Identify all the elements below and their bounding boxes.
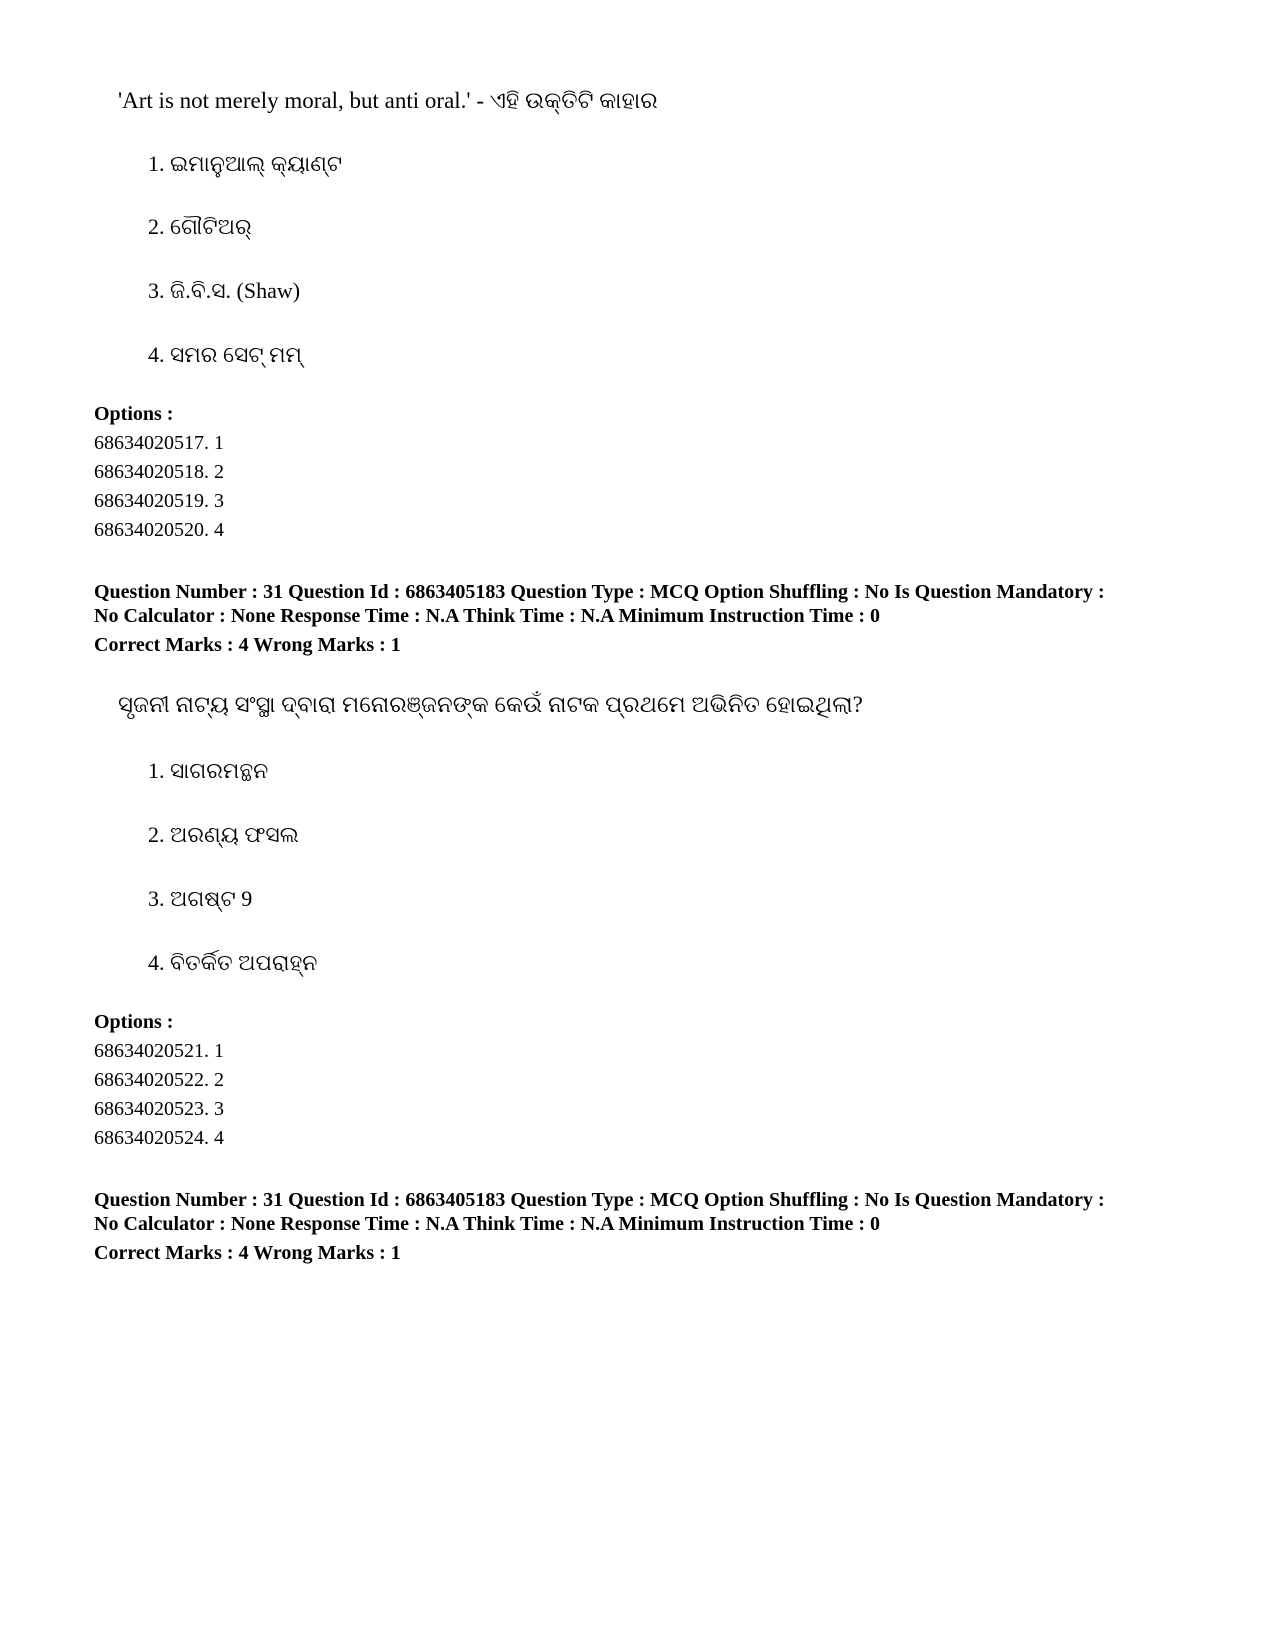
question-meta-line: No Calculator : None Response Time : N.A Think Time : N.A Minimum Instruction Time : 0 xyxy=(94,1213,880,1235)
question-meta-line: Question Number : 31 Question Id : 6863405183 Question Type : MCQ Option Shuffling : No Is Question Mandatory : xyxy=(94,581,1105,603)
options-list xyxy=(94,400,224,545)
answer-choice-1: 1. ଇମାନୁଆଲ୍ କ୍ୟାଣ୍ଟ xyxy=(148,151,343,176)
question-stem: ସୃଜନୀ ନାଟ୍ୟ ସଂସ୍ଥା ଦ୍ବାରା ମନୋରଞ୍ଜନଙ୍କ କେଉଁ ନାଟକ ପ୍ରଥମେ ଅଭିନିତ ହୋଇଥିଲା? xyxy=(118,692,863,717)
question-meta-line: Question Number : 31 Question Id : 6863405183 Question Type : MCQ Option Shuffling : No Is Question Mandatory : xyxy=(94,1189,1105,1211)
option-id: 68634020522. 2 xyxy=(94,1069,224,1091)
option-id: 68634020517. 1 xyxy=(94,432,224,454)
options-heading: Options : xyxy=(94,403,174,425)
option-id: 68634020518. 2 xyxy=(94,461,224,483)
answer-choice-2: 2. ଅରଣ୍ୟ ଫସଲ xyxy=(148,822,299,847)
question-meta-line: No Calculator : None Response Time : N.A Think Time : N.A Minimum Instruction Time : 0 xyxy=(94,605,880,627)
option-id: 68634020521. 1 xyxy=(94,1040,224,1062)
answer-choice-3: 3. ଜି.ବି.ସ. (Shaw) xyxy=(148,278,301,303)
answer-choice-4: 4. ସମର ସେଟ୍ ମମ୍ xyxy=(148,342,303,367)
answer-choice-4: 4. ବିତର୍କିତ ଅପରାହ୍ନ xyxy=(148,950,318,975)
answer-choice-2: 2. ଗୌଟିଅର୍ xyxy=(148,214,252,239)
answer-choice-3: 3. ଅଗଷ୍ଟ 9 xyxy=(148,886,253,911)
option-id: 68634020524. 4 xyxy=(94,1127,224,1149)
option-id: 68634020523. 3 xyxy=(94,1098,224,1120)
question-metadata xyxy=(94,1188,1224,1265)
question-marks: Correct Marks : 4 Wrong Marks : 1 xyxy=(94,634,401,656)
options-heading: Options : xyxy=(94,1011,174,1033)
answer-choice-1: 1. ସାଗରମନ୍ଥନ xyxy=(148,758,269,783)
options-list xyxy=(94,1008,224,1153)
question-metadata xyxy=(94,580,1224,657)
question-marks: Correct Marks : 4 Wrong Marks : 1 xyxy=(94,1242,401,1264)
question-stem: 'Art is not merely moral, but anti oral.' - ଏହି ଉକ୍ତିଟି କାହାର xyxy=(118,88,658,113)
option-id: 68634020519. 3 xyxy=(94,490,224,512)
option-id: 68634020520. 4 xyxy=(94,519,224,541)
